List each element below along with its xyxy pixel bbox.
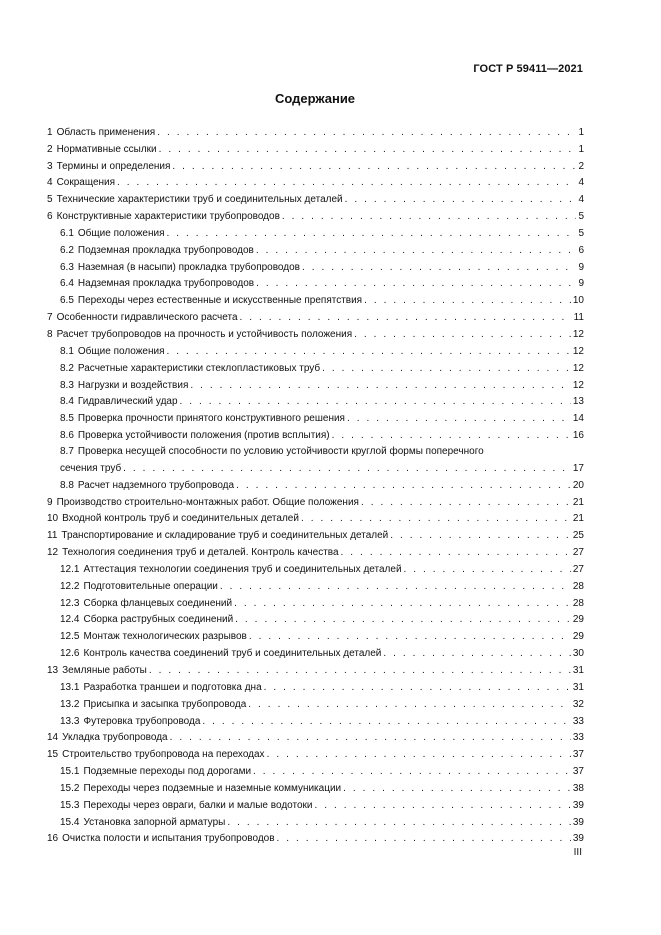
toc-entry-page: 21	[572, 496, 584, 508]
toc-entry-number: 8.8	[60, 479, 74, 491]
toc-leader-dots	[282, 211, 577, 223]
toc-entry-number: 13.1	[60, 681, 80, 693]
toc-entry[interactable]	[47, 189, 584, 206]
toc-leader-dots	[170, 732, 571, 744]
toc-entry[interactable]	[47, 274, 584, 291]
toc-entry-number: 8.6	[60, 430, 74, 442]
toc-leader-dots	[234, 598, 571, 610]
toc-entry[interactable]	[47, 576, 584, 593]
toc-entry[interactable]	[47, 223, 584, 240]
toc-entry-title: Проверка устойчивости положения (против всплытия)	[77, 430, 330, 442]
toc-entry-title: Общие положения	[77, 345, 165, 357]
toc-entry-page: 39	[572, 799, 584, 811]
toc-entry-title: Переходы через овраги, балки и малые водотоки	[83, 799, 313, 811]
toc-leader-dots	[277, 833, 571, 845]
toc-entry[interactable]	[47, 173, 584, 190]
toc-entry-title: Футеровка трубопровода	[83, 715, 201, 727]
toc-entry-title: Переходы через естественные и искусственные препятствия	[77, 295, 363, 307]
toc-entry-number: 12.1	[60, 563, 80, 575]
toc-leader-dots	[404, 564, 571, 576]
toc-entry[interactable]	[47, 593, 584, 610]
toc-entry-title: Монтаж технологических разрывов	[83, 631, 247, 643]
toc-entry-number: 4	[47, 177, 53, 189]
toc-entry[interactable]	[47, 795, 584, 812]
toc-entry-title: Термины и определения	[56, 160, 171, 172]
toc-leader-dots	[332, 430, 571, 442]
toc-entry-continuation[interactable]	[47, 458, 584, 475]
toc-entry-number: 12.4	[60, 614, 80, 626]
toc-entry-number: 12.6	[60, 648, 80, 660]
toc-entry-page: 12	[572, 345, 584, 357]
toc-leader-dots	[322, 363, 571, 375]
toc-leader-dots	[167, 228, 577, 240]
toc-entry[interactable]	[47, 728, 584, 745]
toc-entry[interactable]	[47, 643, 584, 660]
toc-entry[interactable]	[47, 324, 584, 341]
toc-entry[interactable]	[47, 358, 584, 375]
toc-entry-number: 1	[47, 126, 53, 138]
toc-entry-title: Конструктивные характеристики трубопроводов	[56, 211, 280, 223]
toc-entry[interactable]	[47, 829, 584, 846]
toc-entry-number: 13	[47, 665, 59, 676]
toc-entry-title: Проверка несущей способности по условию устойчивости круглой формы поперечного	[77, 446, 484, 458]
toc-entry-title: Переходы через подземные и наземные коммуникации	[83, 782, 342, 794]
toc-entry-number: 15.1	[60, 766, 80, 778]
toc-entry-page: 31	[572, 681, 584, 693]
toc-entry-title: Нагрузки и воздействия	[77, 379, 189, 391]
toc-leader-dots	[267, 749, 571, 761]
toc-entry-number: 15	[47, 749, 59, 761]
toc-entry[interactable]	[47, 525, 584, 542]
toc-title: Содержание	[274, 91, 356, 106]
toc-entry-number: 8.5	[60, 413, 74, 425]
table-of-contents	[47, 122, 584, 845]
toc-entry-page: 33	[572, 715, 584, 727]
toc-entry-page: 27	[572, 563, 584, 575]
document-code: ГОСТ Р 59411—2021	[473, 63, 583, 75]
toc-entry-title: Подготовительные операции	[83, 580, 218, 592]
toc-entry-number: 12.5	[60, 631, 80, 643]
toc-entry-number: 9	[47, 496, 53, 508]
toc-entry[interactable]	[47, 677, 584, 694]
toc-entry-page: 25	[572, 530, 584, 542]
toc-entry-title: Общие положения	[77, 227, 165, 239]
toc-entry-number: 11	[47, 530, 58, 542]
toc-entry-number: 14	[47, 732, 59, 744]
toc-entry-page: 31	[572, 665, 584, 676]
toc-entry[interactable]	[47, 761, 584, 778]
toc-entry[interactable]	[47, 559, 584, 576]
toc-entry[interactable]	[47, 694, 584, 711]
toc-leader-dots	[301, 513, 571, 525]
toc-entry-number: 6.3	[60, 261, 74, 273]
toc-entry-page: 16	[572, 430, 584, 442]
toc-entry-page: 1	[578, 143, 584, 155]
toc-entry-page: 17	[572, 462, 584, 474]
toc-entry-number: 6	[47, 211, 53, 223]
toc-leader-dots	[361, 497, 571, 509]
toc-entry[interactable]	[47, 711, 584, 728]
toc-entry-number: 2	[47, 143, 53, 155]
toc-entry[interactable]	[47, 122, 584, 139]
toc-entry-page: 29	[572, 631, 584, 643]
toc-leader-dots	[347, 413, 571, 425]
toc-entry-title: Нормативные ссылки	[56, 143, 157, 155]
toc-entry[interactable]	[47, 475, 584, 492]
toc-entry-number: 8	[47, 328, 53, 340]
toc-leader-dots	[167, 346, 571, 358]
toc-entry-number: 13.3	[60, 715, 80, 727]
toc-entry-page: 38	[572, 782, 584, 794]
toc-entry-number: 7	[47, 312, 53, 324]
toc-leader-dots	[190, 380, 571, 392]
toc-entry-number: 3	[47, 160, 53, 172]
toc-entry-number: 8.2	[60, 362, 74, 374]
toc-entry-number: 8.3	[60, 379, 74, 391]
toc-entry-page: 11	[573, 312, 584, 324]
toc-entry-number: 15.3	[60, 799, 80, 811]
toc-entry[interactable]	[47, 492, 584, 509]
toc-entry-number: 12.2	[60, 580, 80, 592]
toc-leader-dots	[302, 262, 576, 274]
toc-leader-dots	[172, 161, 576, 173]
toc-entry-page: 1	[578, 126, 584, 138]
toc-entry-title: Установка запорной арматуры	[83, 816, 226, 828]
toc-entry-page: 9	[578, 261, 584, 273]
toc-entry-title: Очистка полости и испытания трубопроводов	[62, 833, 275, 845]
toc-entry[interactable]	[47, 257, 584, 274]
toc-entry-title: Проверка прочности принятого конструктивного решения	[77, 413, 345, 425]
toc-entry[interactable]	[47, 442, 584, 458]
toc-entry-page: 2	[578, 160, 584, 172]
toc-entry-number: 8.7	[60, 446, 74, 458]
toc-entry[interactable]	[47, 156, 584, 173]
toc-leader-dots	[249, 631, 571, 643]
toc-entry-page: 28	[572, 580, 584, 592]
toc-entry-page: 12	[572, 379, 584, 391]
toc-leader-dots	[220, 581, 571, 593]
toc-leader-dots	[235, 614, 571, 626]
toc-leader-dots	[149, 665, 571, 677]
toc-entry-page: 9	[578, 278, 584, 290]
toc-entry[interactable]	[47, 408, 584, 425]
toc-entry-page: 37	[572, 766, 584, 778]
toc-leader-dots	[236, 480, 571, 492]
toc-entry[interactable]	[47, 542, 584, 559]
toc-leader-dots	[264, 682, 571, 694]
toc-entry-title: Контроль качества соединений труб и соединительных деталей	[83, 648, 382, 660]
toc-entry-title: Земляные работы	[62, 665, 147, 676]
toc-entry-page: 4	[578, 194, 584, 206]
toc-entry-page: 14	[572, 413, 584, 425]
toc-entry[interactable]	[47, 307, 584, 324]
toc-entry-title: Гидравлический удар	[77, 396, 178, 408]
toc-entry-title: Сокращения	[56, 177, 116, 189]
toc-entry-title: Подземные переходы под дорогами	[83, 766, 252, 778]
toc-entry-title: Расчетные характеристики стеклопластиковых труб	[77, 362, 321, 374]
toc-entry-page: 6	[578, 244, 584, 256]
toc-entry-number: 16	[47, 833, 59, 845]
toc-entry-page: 5	[578, 211, 584, 223]
toc-entry-number: 6.4	[60, 278, 74, 290]
toc-entry-title: Расчет трубопроводов на прочность и устойчивость положения	[56, 328, 353, 340]
toc-leader-dots	[383, 648, 571, 660]
page-number: III	[573, 847, 582, 858]
toc-entry-page: 21	[572, 513, 584, 525]
toc-leader-dots	[341, 547, 571, 559]
toc-entry-number: 12	[47, 547, 59, 559]
toc-entry-title: Аттестация технологии соединения труб и соединительных деталей	[83, 563, 402, 575]
toc-entry[interactable]	[47, 392, 584, 409]
toc-entry-page: 12	[572, 328, 584, 340]
toc-leader-dots	[248, 699, 571, 711]
toc-entry-page: 4	[578, 177, 584, 189]
toc-leader-dots	[390, 530, 571, 542]
toc-entry-title: Сборка фланцевых соединений	[83, 597, 233, 609]
toc-entry[interactable]	[47, 626, 584, 643]
toc-entry[interactable]	[47, 240, 584, 257]
toc-entry-page: 33	[572, 732, 584, 744]
toc-entry-number: 15.4	[60, 816, 80, 828]
toc-entry-page: 13	[572, 396, 584, 408]
toc-entry[interactable]	[47, 341, 584, 358]
toc-leader-dots	[117, 177, 576, 189]
toc-leader-dots	[345, 194, 577, 206]
toc-leader-dots	[159, 144, 577, 156]
toc-entry-title: Технология соединения труб и деталей. Контроль качества	[62, 547, 339, 559]
toc-entry-title: Подземная прокладка трубопроводов	[77, 244, 254, 256]
toc-entry-page: 20	[572, 479, 584, 491]
toc-leader-dots	[253, 766, 571, 778]
toc-leader-dots	[157, 127, 576, 139]
toc-entry-number: 10	[47, 513, 59, 525]
toc-entry-number: 6.2	[60, 244, 74, 256]
toc-entry-page: 10	[572, 295, 584, 307]
toc-entry-page: 29	[572, 614, 584, 626]
toc-entry-page: 5	[578, 227, 584, 239]
toc-leader-dots	[256, 278, 576, 290]
toc-entry-title: Наземная (в насыпи) прокладка трубопроводов	[77, 261, 300, 273]
toc-entry-title: Сборка раструбных соединений	[83, 614, 234, 626]
toc-entry-page: 27	[572, 547, 584, 559]
toc-entry-page: 12	[572, 362, 584, 374]
toc-entry-page: 32	[572, 698, 584, 710]
toc-entry-number: 15.2	[60, 782, 80, 794]
toc-entry-number: 5	[47, 194, 53, 206]
toc-entry-number: 8.1	[60, 345, 74, 357]
toc-entry-number: 6.1	[60, 227, 74, 239]
toc-leader-dots	[364, 295, 571, 307]
toc-entry-number: 13.2	[60, 698, 80, 710]
toc-entry-title: Транспортирование и складирование труб и соединительных деталей	[61, 530, 389, 542]
toc-entry[interactable]	[47, 610, 584, 627]
toc-entry[interactable]	[47, 290, 584, 307]
toc-leader-dots	[227, 817, 571, 829]
toc-leader-dots	[180, 396, 571, 408]
toc-entry-number: 8.4	[60, 396, 74, 408]
toc-leader-dots	[202, 716, 570, 728]
toc-entry-title: Укладка трубопровода	[62, 732, 168, 744]
toc-entry[interactable]	[47, 139, 584, 156]
toc-entry-title: Надземная прокладка трубопроводов	[77, 278, 255, 290]
toc-entry-title: Присыпка и засыпка трубопровода	[83, 698, 247, 710]
toc-entry-page: 39	[572, 833, 584, 845]
toc-entry-title: Расчет надземного трубопровода	[77, 479, 235, 491]
toc-entry-title: Входной контроль труб и соединительных деталей	[62, 513, 299, 525]
toc-leader-dots	[123, 463, 571, 475]
toc-leader-dots	[256, 245, 577, 257]
toc-entry-page: 30	[572, 648, 584, 660]
toc-entry-title: Технические характеристики труб и соединительных деталей	[56, 194, 343, 206]
toc-entry-title: Область применения	[56, 126, 156, 138]
toc-entry-title: Строительство трубопровода на переходах	[62, 749, 265, 761]
toc-entry[interactable]	[47, 812, 584, 829]
toc-entry-title: Производство строительно-монтажных работ. Общие положения	[56, 496, 359, 508]
toc-entry-page: 28	[572, 597, 584, 609]
toc-entry-title: Особенности гидравлического расчета	[56, 312, 238, 324]
toc-entry-title-continuation: сечения труб	[60, 462, 122, 474]
toc-entry-number: 6.5	[60, 295, 74, 307]
toc-entry-title: Разработка траншеи и подготовка дна	[83, 681, 262, 693]
toc-leader-dots	[240, 312, 572, 324]
toc-entry[interactable]	[47, 206, 584, 223]
toc-entry[interactable]	[47, 778, 584, 795]
toc-leader-dots	[354, 329, 571, 341]
toc-entry[interactable]	[47, 425, 584, 442]
toc-entry[interactable]	[47, 509, 584, 526]
toc-entry-page: 39	[572, 816, 584, 828]
toc-leader-dots	[314, 800, 570, 812]
toc-entry[interactable]	[47, 660, 584, 677]
toc-entry-page: 37	[572, 749, 584, 761]
toc-entry[interactable]	[47, 744, 584, 761]
toc-entry-number: 12.3	[60, 597, 80, 609]
toc-leader-dots	[343, 783, 571, 795]
toc-entry[interactable]	[47, 375, 584, 392]
